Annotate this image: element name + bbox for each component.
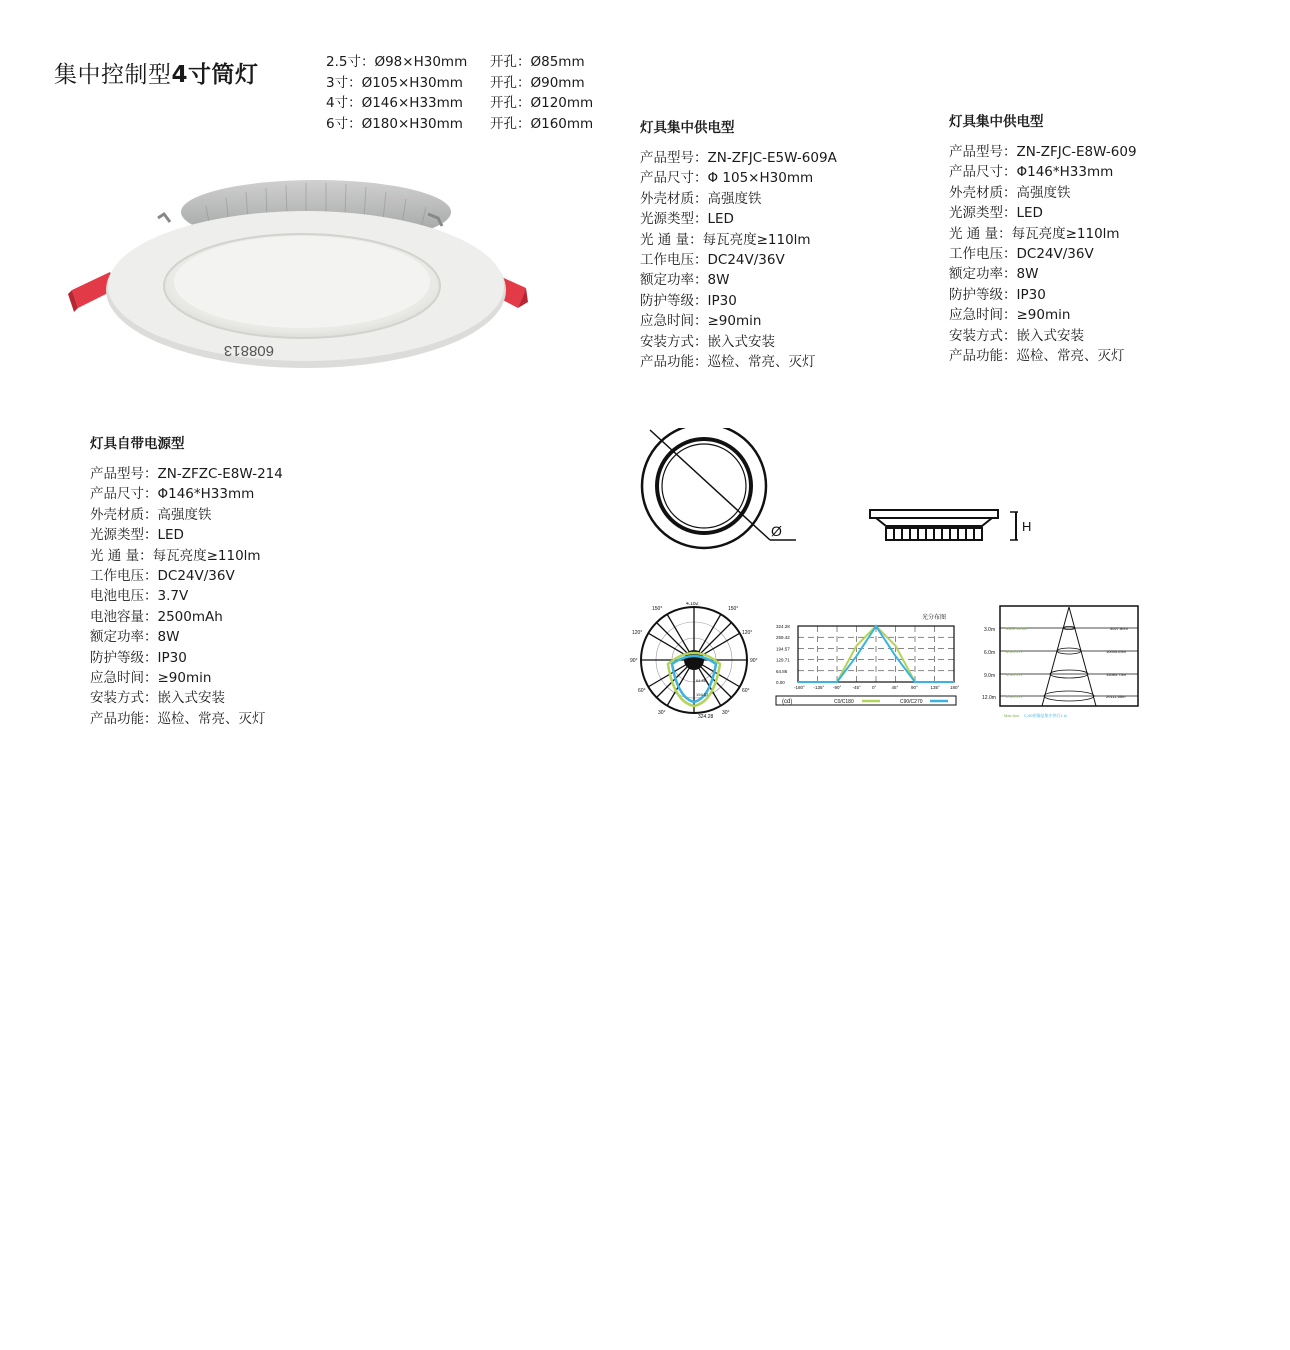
y-tick-label: 64.86: [776, 668, 788, 674]
page-title: 集中控制型4寸筒灯: [54, 62, 259, 88]
spec-value: 8W: [707, 272, 730, 289]
spec-key: 外壳材质：: [949, 184, 1017, 201]
spec-line: [949, 285, 1137, 305]
spec-value: ZN-ZFJC-E5W-609A: [707, 150, 837, 166]
side-view-drawing: [866, 504, 1036, 548]
spec-line: [90, 668, 283, 688]
chart-unit-label: (cd): [782, 699, 793, 705]
spec-key: 应急时间：: [90, 670, 158, 687]
footer-max-label: Max Ave: [1004, 713, 1020, 718]
spec-key: 光源类型：: [949, 205, 1017, 222]
spec-value: Φ146*H33mm: [157, 486, 255, 503]
spec-line: [90, 546, 283, 566]
spec-value: 高强度铁: [1016, 184, 1071, 201]
spec-line: [949, 142, 1137, 162]
spec-key: 产品尺寸：: [640, 170, 708, 187]
product-code-label: 608813: [223, 342, 274, 359]
spec-key: 防护等级：: [90, 649, 158, 666]
spec-value: 8W: [157, 629, 180, 646]
polar-angle-label: 60°: [638, 688, 646, 694]
footer-note: C-90图像是集中供灯1 lx: [1024, 713, 1067, 718]
spec-value: 每瓦亮度≥110lm: [152, 547, 261, 564]
size-value: 2.5寸：Ø98×H30mm: [326, 54, 468, 70]
spec-line: [90, 525, 283, 545]
spec-value: LED: [707, 211, 734, 228]
polar-bottom-value: 324.28: [698, 714, 714, 720]
illuminance-value: Eave:33.6lx: [1006, 626, 1027, 631]
spec-value: ZN-ZFJC-E8W-609: [1016, 144, 1137, 160]
spec-value: 高强度铁: [707, 190, 762, 207]
spec-line: [949, 264, 1137, 284]
spec-key: 外壳材质：: [640, 190, 708, 207]
spec-line: [90, 566, 283, 586]
spec-value: DC24V/36V: [1016, 246, 1094, 263]
spec-key: 光源类型：: [640, 211, 708, 228]
spec-key: 产品尺寸：: [90, 486, 158, 503]
y-tick-label: 194.57: [776, 646, 790, 652]
spec-line: [640, 311, 837, 331]
spec-key: 产品功能：: [949, 348, 1017, 365]
light-distribution-chart: [772, 610, 960, 710]
spec-key: 光 通 量：: [90, 547, 153, 564]
spec-key: 产品功能：: [640, 354, 708, 371]
spec-line: [90, 688, 283, 708]
x-tick-label: 180°: [950, 685, 960, 690]
spec-value: 每瓦亮度≥110lm: [1011, 225, 1120, 242]
diameter-label: Ø: [771, 523, 782, 539]
polar-top-value: 4.182: [686, 602, 699, 607]
illuminance-value: 8.0/0.1 lx: [1006, 649, 1023, 654]
y-tick-label: 0.00: [776, 680, 785, 685]
spec-key: 额定功率：: [90, 629, 158, 646]
spec-list: [90, 464, 283, 729]
spec-line: [640, 352, 837, 372]
spec-line: [949, 203, 1137, 223]
x-tick-label: 0°: [872, 685, 877, 690]
height-label: H: [1022, 519, 1032, 534]
height-label: 3.0m: [984, 627, 996, 633]
block-heading: 灯具集中供电型: [640, 120, 735, 136]
top-view-drawing: [636, 428, 806, 550]
size-row: [326, 52, 593, 73]
spec-line: [90, 464, 283, 484]
hole-value: 开孔：Ø120mm: [490, 95, 594, 111]
diameter-value: 5027.80m: [1110, 626, 1128, 631]
size-row: [326, 73, 593, 94]
spec-value: 巡检、常亮、灭灯: [707, 354, 816, 371]
spec-value: 巡检、常亮、灭灯: [157, 710, 266, 727]
x-tick-label: 90°: [911, 685, 918, 690]
x-tick-label: -135°: [813, 685, 825, 690]
polar-angle-label: 120°: [632, 630, 643, 636]
spec-line: [949, 346, 1137, 366]
spec-value: ≥90min: [1016, 307, 1071, 324]
spec-key: 电池容量：: [90, 608, 158, 625]
illuminance-value: 2.0/0.1 lx: [1006, 694, 1023, 699]
spec-key: 防护等级：: [949, 286, 1017, 303]
spec-key: 产品型号：: [640, 150, 708, 166]
spec-key: 安装方式：: [90, 690, 158, 707]
size-row: [326, 93, 593, 114]
spec-line: [90, 627, 283, 647]
polar-angle-label: 90°: [750, 658, 758, 664]
block-heading: 灯具集中供电型: [949, 114, 1044, 130]
spec-line: [640, 168, 837, 188]
height-label: 9.0m: [984, 673, 996, 679]
y-tick-label: 259.42: [776, 635, 790, 641]
size-value: 6寸：Ø180×H30mm: [326, 115, 463, 132]
chart-title: 光分布图: [922, 615, 947, 621]
spec-value: 巡检、常亮、灭灯: [1016, 348, 1125, 365]
y-tick-label: 129.71: [776, 657, 790, 663]
polar-angle-label: 150°: [652, 606, 663, 612]
spec-value: DC24V/36V: [157, 568, 235, 585]
spec-value: ≥90min: [707, 313, 762, 330]
spec-key: 电池电压：: [90, 588, 158, 605]
polar-ring-value: 64.86: [696, 678, 707, 683]
spec-key: 光 通 量：: [949, 225, 1012, 242]
size-row: [326, 114, 593, 135]
spec-line: [90, 648, 283, 668]
spec-value: IP30: [707, 292, 737, 309]
spec-key: 产品型号：: [90, 466, 158, 482]
spec-line: [640, 291, 837, 311]
spec-key: 产品功能：: [90, 710, 158, 727]
spec-line: [949, 183, 1137, 203]
spec-value: Φ146*H33mm: [1016, 164, 1114, 181]
spec-key: 产品尺寸：: [949, 164, 1017, 181]
diameter-value: 20111.66m: [1106, 694, 1126, 699]
spec-key: 防护等级：: [640, 292, 708, 309]
block-heading: 灯具自带电源型: [90, 436, 185, 452]
spec-line: [640, 148, 837, 168]
spec-key: 安装方式：: [640, 333, 708, 350]
legend-label: C90/C270: [900, 699, 923, 705]
polar-light-distribution: [630, 602, 760, 720]
polar-angle-label: 90°: [630, 658, 638, 664]
height-label: 12.0m: [982, 695, 996, 701]
y-tick-label: 324.28: [776, 624, 790, 629]
legend-label: C0/C180: [834, 699, 854, 705]
spec-line: [90, 607, 283, 627]
spec-value: ≥90min: [157, 670, 212, 687]
spec-key: 工作电压：: [90, 568, 158, 585]
spec-line: [90, 484, 283, 504]
spec-key: 工作电压：: [640, 252, 708, 269]
spec-key: 额定功率：: [949, 266, 1017, 283]
spec-key: 产品型号：: [949, 144, 1017, 160]
hole-value: 开孔：Ø160mm: [490, 115, 594, 132]
spec-line: [640, 209, 837, 229]
illuminance-cone-diagram: [982, 604, 1142, 722]
spec-line: [949, 224, 1137, 244]
spec-value: 每瓦亮度≥110lm: [702, 231, 811, 248]
spec-key: 光 通 量：: [640, 231, 703, 248]
spec-list: [949, 142, 1137, 366]
spec-line: [640, 332, 837, 352]
spec-value: Φ 105×H30mm: [707, 170, 814, 187]
spec-line: [90, 586, 283, 606]
x-tick-label: 45°: [891, 685, 899, 690]
illuminance-value: 4.0/0.1 lx: [1006, 672, 1023, 677]
size-value: 3寸：Ø105×H30mm: [326, 74, 463, 91]
chart-plot-area: [798, 626, 954, 682]
spec-value: IP30: [157, 649, 187, 666]
size-value: 4寸：Ø146×H33mm: [326, 95, 463, 111]
spec-key: 额定功率：: [640, 272, 708, 289]
spec-line: [949, 244, 1137, 264]
spec-key: 外壳材质：: [90, 506, 158, 523]
spec-value: IP30: [1016, 286, 1046, 303]
polar-angle-label: 120°: [742, 630, 753, 636]
spec-value: DC24V/36V: [707, 252, 785, 269]
spec-key: 应急时间：: [949, 307, 1017, 324]
spec-line: [949, 326, 1137, 346]
spec-key: 安装方式：: [949, 327, 1017, 344]
spec-value: 高强度铁: [157, 506, 212, 523]
polar-angle-label: 60°: [742, 688, 750, 694]
x-tick-label: -45°: [852, 685, 861, 690]
spec-value: 嵌入式安装: [707, 333, 775, 350]
spec-line: [640, 189, 837, 209]
chart-grid: [798, 626, 954, 682]
polar-angle-label: 30°: [722, 710, 730, 716]
x-tick-label: -90°: [833, 685, 842, 690]
hole-value: 开孔：Ø85mm: [490, 54, 585, 70]
spec-value: LED: [157, 527, 184, 544]
x-tick-label: -180°: [794, 685, 805, 690]
series-line: [798, 626, 954, 682]
spec-line: [949, 305, 1137, 325]
size-table: [326, 52, 593, 134]
spec-line: [640, 250, 837, 270]
spec-key: 应急时间：: [640, 313, 708, 330]
spec-key: 光源类型：: [90, 527, 158, 544]
polar-angle-label: 150°: [728, 606, 739, 612]
spec-line: [640, 270, 837, 290]
x-tick-label: 135°: [930, 685, 940, 690]
polar-angle-label: 30°: [658, 710, 666, 716]
spec-value: ZN-ZFZC-E8W-214: [157, 466, 283, 482]
spec-list: [640, 148, 837, 372]
spec-value: 嵌入式安装: [157, 690, 225, 707]
spec-value: LED: [1016, 205, 1043, 222]
spec-line: [640, 230, 837, 250]
spec-value: 2500mAh: [157, 608, 223, 625]
polar-ring-value: 194.57: [696, 692, 709, 697]
diameter-value: 10055.63m: [1106, 649, 1127, 654]
diameter-value: 15083.75m: [1106, 672, 1127, 677]
hole-value: 开孔：Ø90mm: [490, 74, 585, 91]
height-label: 6.0m: [984, 650, 996, 656]
spec-value: 嵌入式安装: [1016, 327, 1084, 344]
spec-line: [90, 709, 283, 729]
spec-key: 工作电压：: [949, 246, 1017, 263]
spec-line: [949, 162, 1137, 182]
spec-value: 8W: [1016, 266, 1039, 283]
downlight-product-image: [66, 162, 536, 382]
spec-value: 3.7V: [157, 588, 189, 605]
series-line: [798, 626, 954, 682]
spec-line: [90, 505, 283, 525]
